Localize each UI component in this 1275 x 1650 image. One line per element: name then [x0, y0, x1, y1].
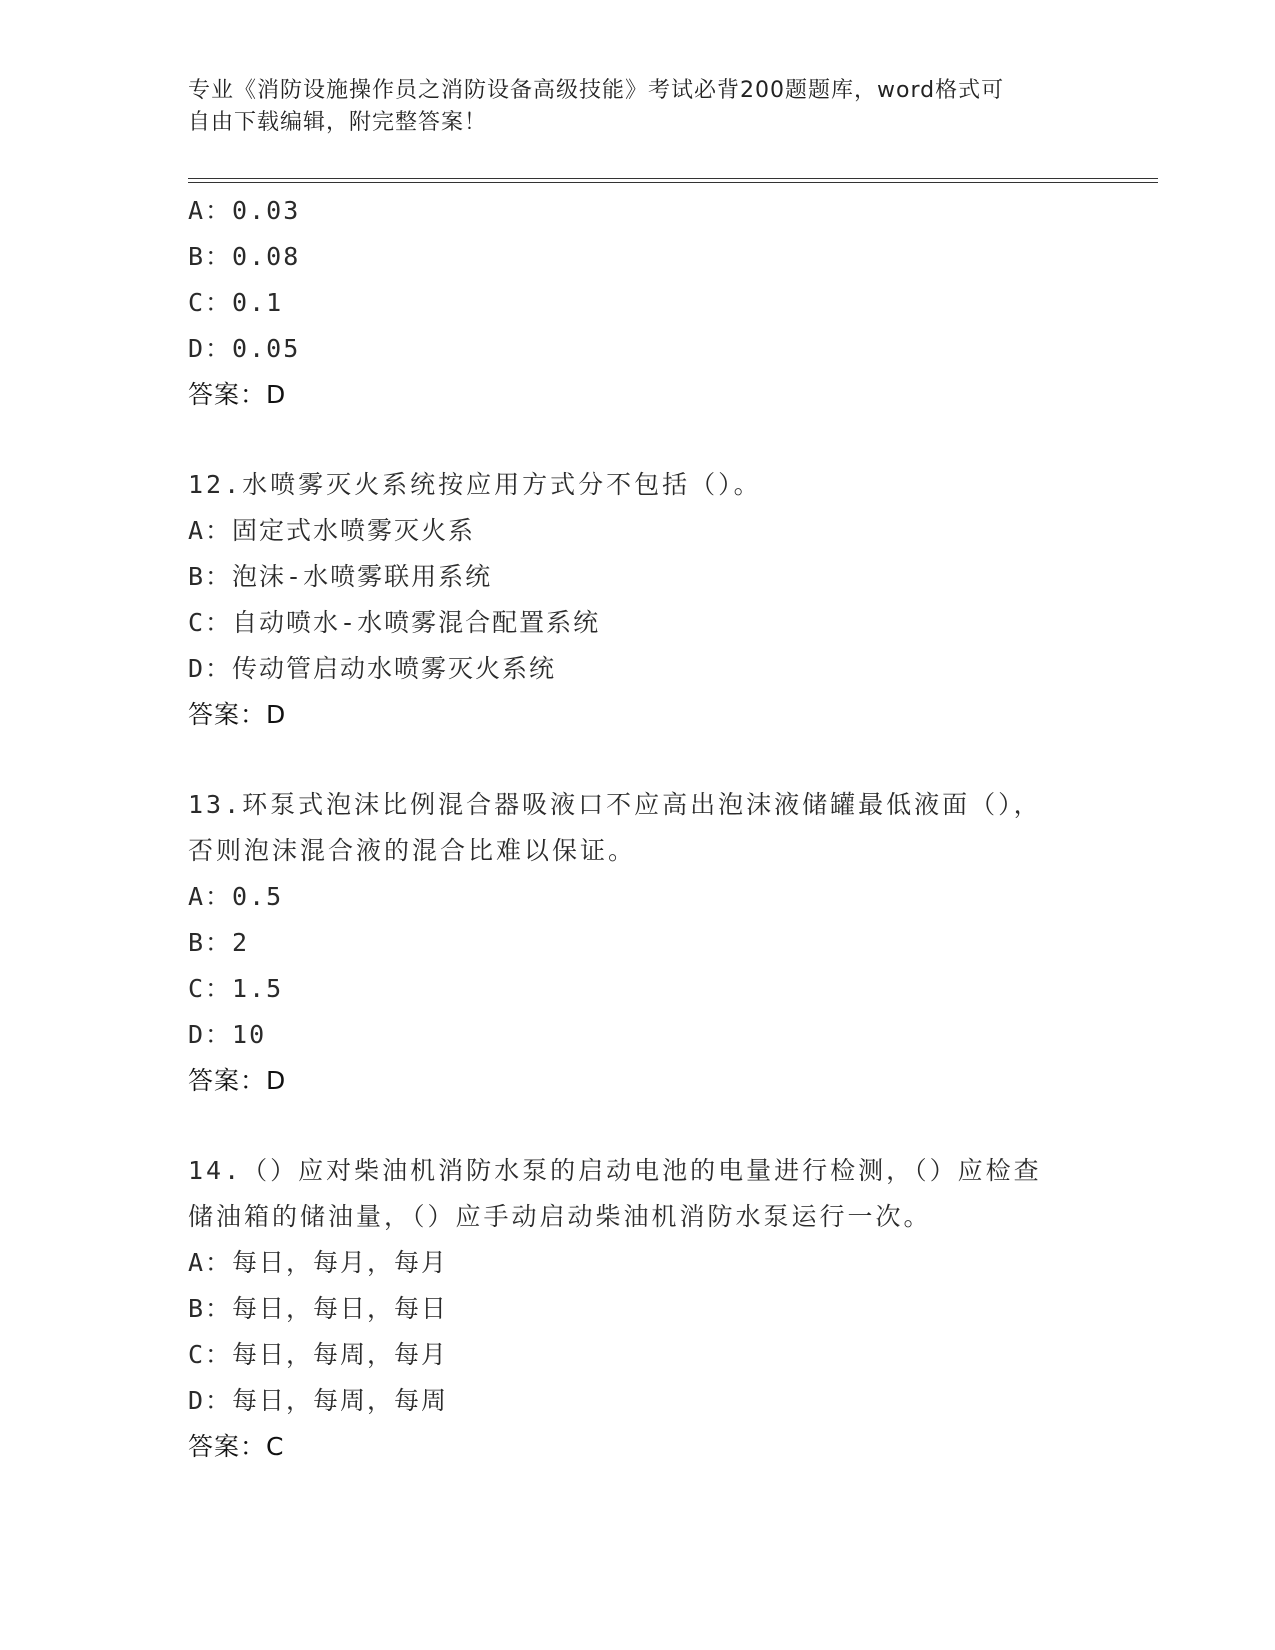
document-header [188, 75, 1088, 139]
option-c: C：每日，每周，每月 [188, 1340, 449, 1369]
question-block [188, 782, 1148, 1104]
option-b: B：每日，每日，每日 [188, 1294, 449, 1323]
header-line-2: 自由下载编辑，附完整答案！ [188, 110, 488, 135]
question-stem: 12.水喷雾灭火系统按应用方式分不包括（）。 [188, 470, 762, 499]
header-divider-top [188, 178, 1158, 179]
question-stem-continued: 否则泡沫混合液的混合比难以保证。 [188, 836, 637, 865]
answer-line: 答案：D [188, 700, 287, 729]
question-stem-continued: 储油箱的储油量，（）应手动启动柴油机消防水泵运行一次。 [188, 1202, 932, 1231]
question-block [188, 1148, 1148, 1470]
option-b: B：2 [188, 928, 250, 957]
question-block [188, 188, 1148, 418]
option-b: B：0.08 [188, 242, 301, 271]
header-line-1: 专业《消防设施操作员之消防设备高级技能》考试必背200题题库，word格式可 [188, 78, 1005, 103]
question-block [188, 462, 1148, 738]
answer-line: 答案：C [188, 1432, 285, 1461]
question-stem: 14.（）应对柴油机消防水泵的启动电池的电量进行检测，（）应检查 [188, 1156, 1042, 1185]
option-c: C：0.1 [188, 288, 284, 317]
option-d: D：0.05 [188, 334, 301, 363]
option-d: D：10 [188, 1020, 267, 1049]
question-stem: 13.环泵式泡沫比例混合器吸液口不应高出泡沫液储罐最低液面（）， [188, 790, 1042, 819]
option-d: D：传动管启动水喷雾灭火系统 [188, 654, 557, 683]
option-c: C：1.5 [188, 974, 284, 1003]
option-c: C：自动喷水-水喷雾混合配置系统 [188, 608, 601, 637]
option-a: A：0.03 [188, 196, 301, 225]
option-d: D：每日，每周，每周 [188, 1386, 449, 1415]
question-list [188, 188, 1148, 1470]
answer-line: 答案：D [188, 380, 287, 409]
header-divider-bottom [188, 182, 1158, 183]
option-a: A：固定式水喷雾灭火系 [188, 516, 476, 545]
option-a: A：0.5 [188, 882, 284, 911]
answer-line: 答案：D [188, 1066, 287, 1095]
option-a: A：每日，每月，每月 [188, 1248, 449, 1277]
option-b: B：泡沫-水喷雾联用系统 [188, 562, 493, 591]
